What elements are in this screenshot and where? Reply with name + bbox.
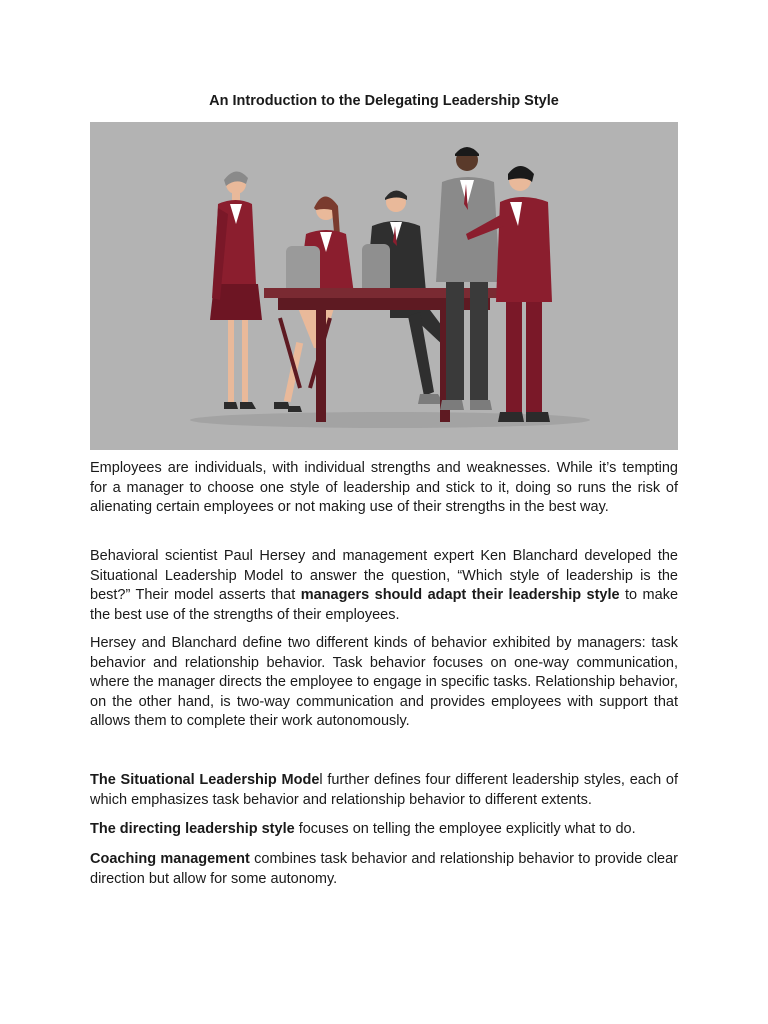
paragraph-text: l further defines four different leadership styles, each of which emphasizes task behavior and relationship behavior to different extents. [90, 772, 678, 808]
intro-paragraph [90, 459, 678, 518]
emphasis-text: Coaching management [90, 851, 250, 867]
document-title: An Introduction to the Delegating Leadership Style [209, 93, 559, 109]
paragraph-text: focuses on telling the employee explicitly what to do. [294, 821, 636, 837]
paragraph-text: Employees are individuals, with individual strengths and weaknesses. While it’s tempting for a manager to choose one style of leadership and stick to it, doing so runs the risk of alienating certain employees or not making use of their strengths in the best way. [90, 460, 678, 515]
emphasis-text: managers should adapt their leadership style [300, 587, 620, 603]
emphasis-text: The Situational Leadership Mode [90, 772, 320, 788]
paragraph-text: Behavioral scientist Paul Hersey and management expert Ken Blanchard developed the Situational Leadership Model to answer the question, “Which style of leadership is the best?” Their model asserts that [90, 548, 678, 603]
model-paragraph [90, 547, 678, 625]
directing-style-paragraph [90, 820, 678, 840]
coaching-paragraph [90, 850, 678, 889]
paragraph-text: combines task behavior and relationship behavior to provide clear direction but allow for some autonomy. [90, 851, 679, 887]
behavior-paragraph [90, 634, 678, 732]
paragraph-text: to make the best use of the strengths of their employees. [90, 587, 679, 623]
standing-woman-figure [210, 171, 262, 409]
situational-model-paragraph [90, 771, 678, 810]
office-meeting-illustration [90, 122, 678, 450]
paragraph-text: Hersey and Blanchard define two different kinds of behavior exhibited by managers: task behavior and relationship behavior. Task behavior focuses on one-way communication, where the manager directs the employee to engage in specific tasks. Relationship behavior, on the other hand, is two-way communication and provides employees with support that allows them to complete their work autonomously. [90, 635, 678, 729]
emphasis-text: The directing leadership style [90, 821, 295, 837]
